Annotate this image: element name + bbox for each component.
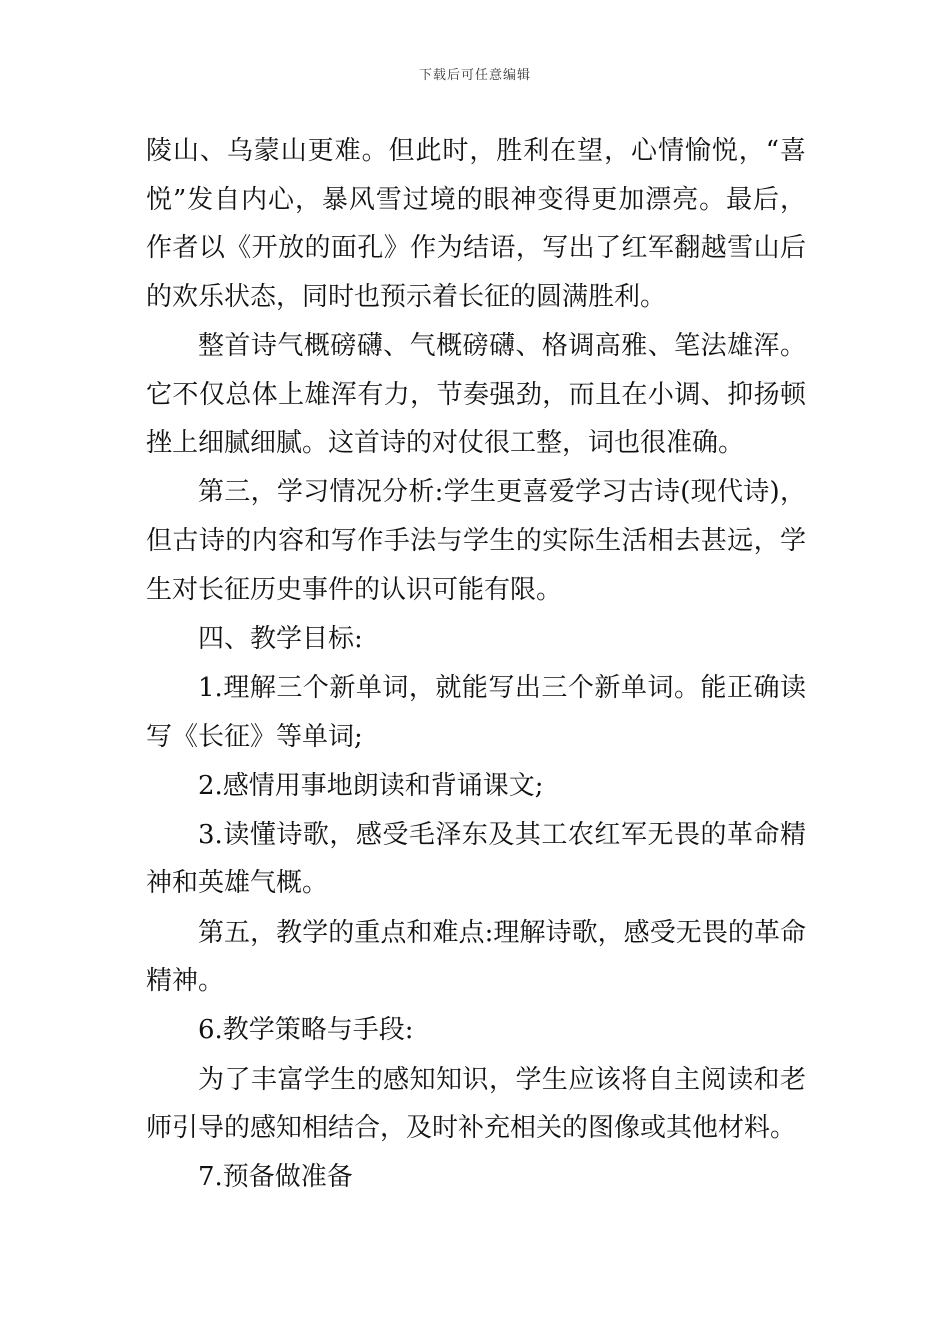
paragraph: 整首诗气概磅礴、气概磅礴、格调高雅、笔法雄浑。它不仅总体上雄浑有力，节奏强劲，而且在小调、抑扬顿挫上细腻细腻。这首诗的对仗很工整，词也很准确。 (146, 330, 806, 459)
section-heading: 6.教学策略与手段: (198, 1015, 414, 1046)
document-body (146, 127, 806, 1203)
paragraph: 为了丰富学生的感知知识，学生应该将自主阅读和老师引导的感知相结合，及时补充相关的图像或其他材料。 (146, 1064, 806, 1144)
list-item: 3.读懂诗歌，感受毛泽东及其工农红军无畏的革命精神和英雄气概。 (146, 819, 806, 899)
list-item: 2.感情用事地朗读和背诵课文; (198, 770, 544, 801)
paragraph: 第五，教学的重点和难点:理解诗歌，感受无畏的革命精神。 (146, 917, 806, 997)
section-heading: 四、教学目标: (198, 623, 363, 654)
paragraph: 陵山、乌蒙山更难。但此时，胜利在望，心情愉悦，“喜悦”发自内心，暴风雪过境的眼神变得更加漂亮。最后，作者以《开放的面孔》作为结语，写出了红军翻越雪山后的欢乐状态，同时也预示着长征的圆满胜利。 (146, 136, 806, 312)
page-header: 下载后可任意编辑 (418, 68, 531, 83)
paragraph: 第三，学习情况分析:学生更喜爱学习古诗(现代诗)，但古诗的内容和写作手法与学生的实际生活相去甚远，学生对长征历史事件的认识可能有限。 (146, 477, 806, 605)
list-item: 1.理解三个新单词，就能写出三个新单词。能正确读写《长征》等单词; (146, 672, 806, 752)
section-heading: 7.预备做准备 (198, 1162, 353, 1193)
